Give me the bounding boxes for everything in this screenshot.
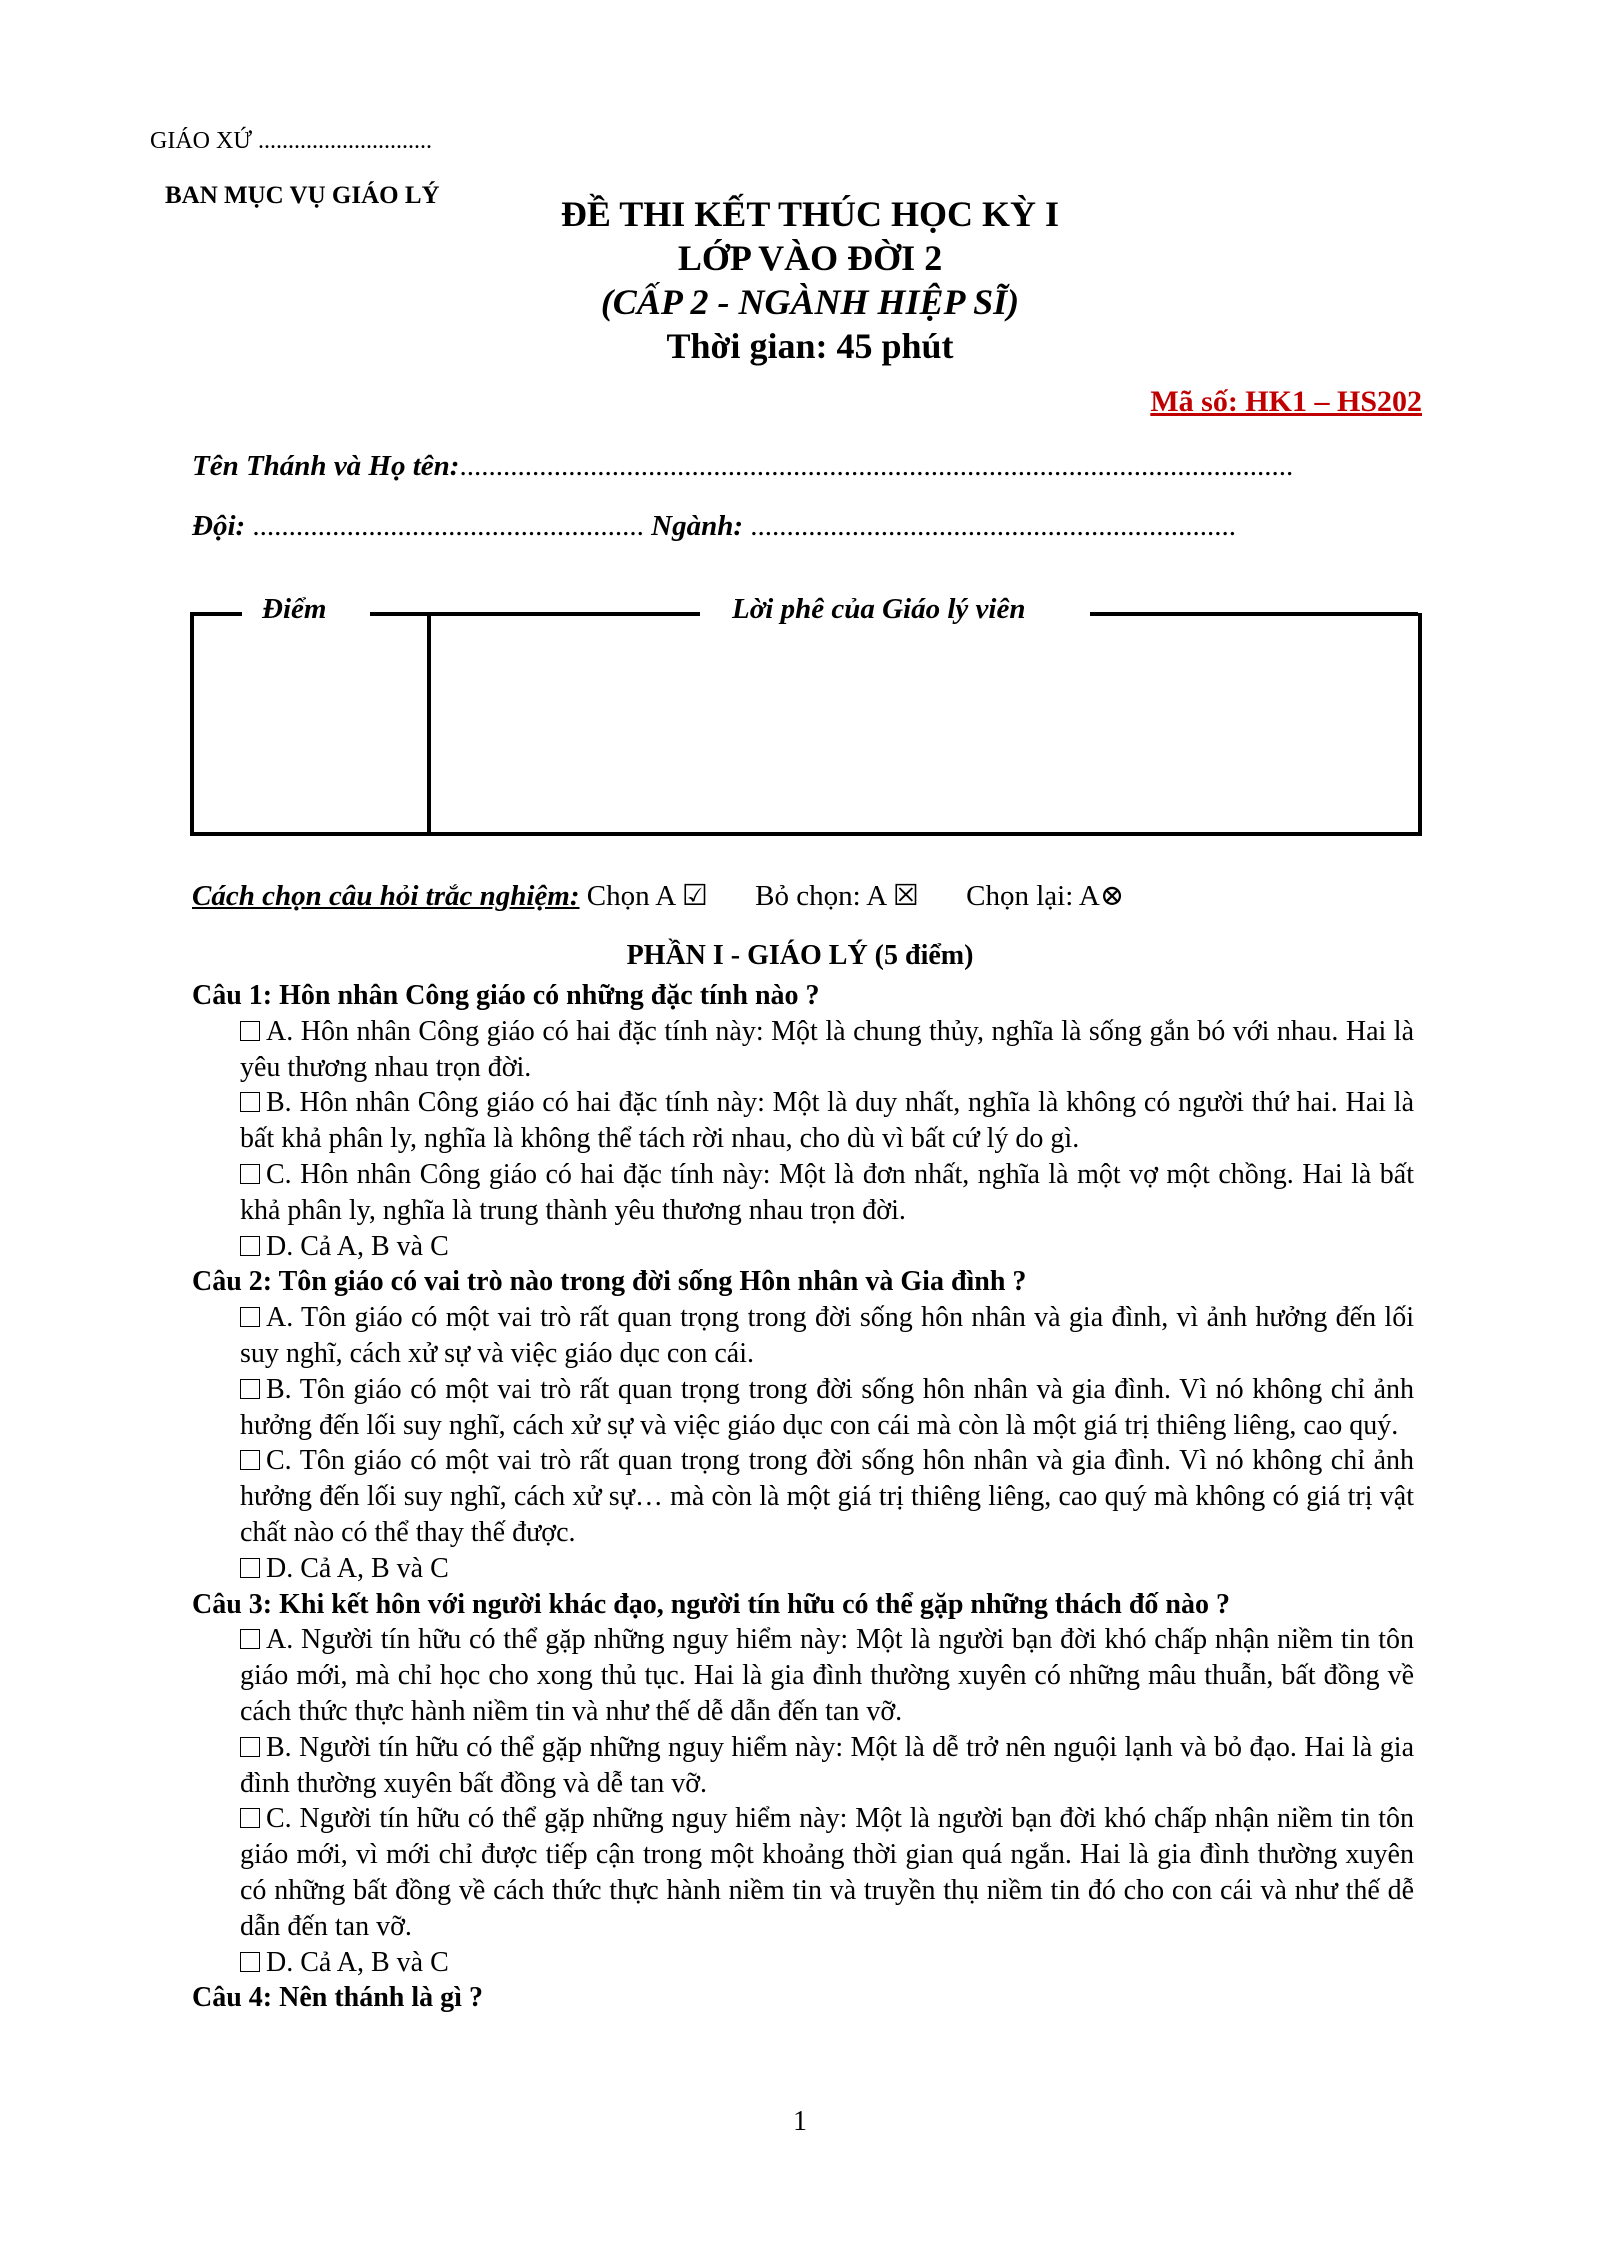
instruction-choose: Chọn A ☑ [586,880,708,912]
checkbox-icon[interactable] [240,1236,260,1256]
instruction-rechoose: Chọn lại: A⊗ [966,880,1125,912]
answer-option[interactable]: C. Tôn giáo có một vai trò rất quan trọng trong đời sống hôn nhân và gia đình. Vì nó không chỉ ảnh hưởng đến lối suy nghĩ, cách xử sự… mà còn là một giá trị thiêng liêng, cao quý mà không có giá trị vật chất nào có thể thay thế được. [240,1445,1414,1548]
page-number: 1 [793,2106,807,2137]
answer-option[interactable]: B. Hôn nhân Công giáo có hai đặc tính này: Một là duy nhất, nghĩa là không có người thứ hai. Hai là bất khả phân ly, nghĩa là không thể tách rời nhau, cho dù vì bất cứ lý do gì. [240,1087,1414,1155]
duration: Thời gian: 45 phút [666,326,954,366]
level-name: (CẤP 2 - NGÀNH HIỆP SĨ) [600,282,1020,322]
answer-option[interactable]: A. Người tín hữu có thể gặp những nguy hiểm này: Một là người bạn đời khó chấp nhận niềm tin tôn giáo mới, mà chỉ học cho xong thủ tục. Hai là gia đình thường xuyên có những mâu thuẫn, bất đồng về cách thức thực hành niềm tin và như thế dễ dẫn đến tan vỡ. [240,1624,1414,1727]
box-top-rule [1090,612,1418,616]
answer-option[interactable]: C. Người tín hữu có thể gặp những nguy hiểm này: Một là người bạn đời khó chấp nhận niềm tin tôn giáo mới, vì mới chỉ được tiếp cận trong một khoảng thời gian quá ngắn. Hai là gia đình thường xuyên có những bất đồng về cách thức thực hành niềm tin và truyền thụ niềm tin đó cho con cái và như thế dễ dẫn đến tan vỡ. [240,1803,1414,1942]
question-2: Câu 2: Tôn giáo có vai trò nào trong đời sống Hôn nhân và Gia đình ? [192,1266,1027,1298]
score-comment-box [190,613,1422,836]
answer-instructions [192,878,1124,913]
checkbox-icon[interactable] [240,1379,260,1399]
answer-option[interactable]: A. Tôn giáo có một vai trò rất quan trọng trong đời sống hôn nhân và gia đình, vì ảnh hưởng đến lối suy nghĩ, cách xử sự và việc giáo dục con cái. [240,1302,1414,1369]
comment-label: Lời phê của Giáo lý viên [732,593,1026,625]
instructions-label: Cách chọn câu hỏi trắc nghiệm: [192,880,580,912]
box-top-rule [190,612,242,616]
checkbox-icon[interactable] [240,1450,260,1470]
name-dots: ................................................................................................................... [459,450,1294,482]
instruction-unchoose: Bỏ chọn: A ☒ [755,880,919,912]
checkbox-icon[interactable] [240,1021,260,1041]
answer-option[interactable]: A. Hôn nhân Công giáo có hai đặc tính này: Một là chung thủy, nghĩa là sống gắn bó với nhau. Hai là yêu thương nhau trọn đời. [240,1015,1414,1083]
answer-option[interactable]: C. Hôn nhân Công giáo có hai đặc tính này: Một là đơn nhất, nghĩa là một vợ một chồng. Hai là bất khả phân ly, nghĩa là trung thành yêu thương nhau trọn đời. [240,1158,1414,1226]
answer-option[interactable]: D. Cả A, B và C [192,1229,1414,1265]
checkbox-icon[interactable] [240,1307,260,1327]
exam-title: ĐỀ THI KẾT THÚC HỌC KỲ I [560,194,1060,234]
checkbox-icon[interactable] [240,1808,260,1828]
parish-line: GIÁO XỨ ............................. [150,128,432,154]
name-field[interactable] [192,450,1293,483]
branch-label: Ngành: [651,510,744,542]
branch-dots: ................................................................... [750,510,1237,542]
score-label: Điểm [262,593,327,625]
part-title: PHẦN I - GIÁO LÝ (5 điểm) [626,940,974,971]
answer-option[interactable]: D. Cả A, B và C [192,1945,1414,1981]
checkbox-icon[interactable] [240,1737,260,1757]
answer-option[interactable]: B. Tôn giáo có một vai trò rất quan trọng trong đời sống hôn nhân và gia đình. Vì nó không chỉ ảnh hưởng đến lối suy nghĩ, cách xử sự và việc giáo dục con cái mà còn là một giá trị thiêng liêng, cao quý. [240,1373,1414,1441]
class-name: LỚP VÀO ĐỜI 2 [677,238,943,278]
question-list [192,978,1414,2016]
team-dots: ...................................................... [252,510,644,542]
team-branch-field[interactable] [192,510,1236,543]
answer-option[interactable]: B. Người tín hữu có thể gặp những nguy hiểm này: Một là dễ trở nên nguội lạnh và bỏ đạo. Hai là gia đình thường xuyên bất đồng và dễ tan vỡ. [240,1731,1414,1799]
name-label: Tên Thánh và Họ tên: [192,450,460,482]
ministry-board: BAN MỤC VỤ GIÁO LÝ [165,182,440,209]
answer-option[interactable]: D. Cả A, B và C [192,1551,1414,1587]
box-divider [427,613,431,835]
team-label: Đội: [192,510,246,542]
checkbox-icon[interactable] [240,1164,260,1184]
checkbox-icon[interactable] [240,1952,260,1972]
question-3: Câu 3: Khi kết hôn với người khác đạo, người tín hữu có thể gặp những thách đố nào ? [192,1588,1230,1620]
box-top-rule [370,612,700,616]
checkbox-icon[interactable] [240,1092,260,1112]
question-1: Câu 1: Hôn nhân Công giáo có những đặc tính nào ? [192,980,820,1011]
checkbox-icon[interactable] [240,1629,260,1649]
exam-code: Mã số: HK1 – HS202 [1150,385,1422,418]
checkbox-icon[interactable] [240,1558,260,1578]
question-4: Câu 4: Nên thánh là gì ? [192,1982,483,2014]
